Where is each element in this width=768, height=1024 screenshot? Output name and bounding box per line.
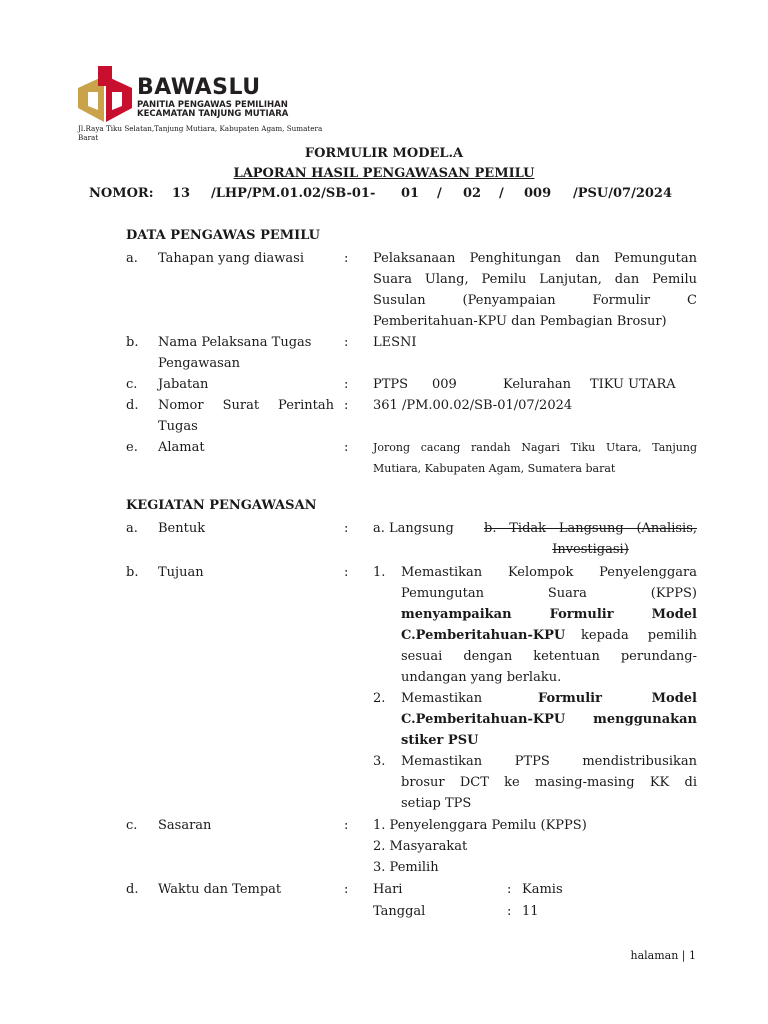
nomor-part: 02	[463, 186, 482, 201]
field-value-tahapan: Pelaksanaan Penghitungan dan Pemungutan Suara Ulang, Pemilu Lanjutan, dan Pemilu Susulan (Penyampaian Formulir C Pemberitahuan-KPU dan Pembagian Brosur)	[373, 251, 697, 329]
item-letter: a.	[126, 521, 138, 536]
colon: :	[344, 251, 349, 266]
sasaran-item: 1. Penyelenggara Pemilu (KPPS)	[373, 818, 587, 833]
colon: :	[344, 818, 349, 833]
tujuan-2-line: C.Pemberitahuan-KPU menggunakan	[401, 712, 697, 727]
nomor-part: /	[499, 186, 504, 201]
bentuk-option-tidak-langsung: b. Tidak Langsung (Analisis, Investigasi)	[484, 521, 697, 557]
nomor-part: 01	[401, 186, 420, 201]
item-letter: a.	[126, 251, 138, 266]
colon: :	[344, 521, 349, 536]
sasaran-item: 3. Pemilih	[373, 860, 439, 875]
brand-subtitle-2: KECAMATAN TANJUNG MUTIARA	[137, 109, 289, 119]
nomor-part: /PSU/07/2024	[573, 186, 673, 201]
form-title: FORMULIR MODEL.A	[304, 146, 464, 161]
field-value-nama: LESNI	[373, 335, 417, 350]
tujuan-3-line: brosur DCT ke masing-masing KK di	[401, 775, 697, 790]
field-value-jabatan: Kelurahan	[503, 377, 572, 392]
tujuan-1-line: undangan yang berlaku.	[401, 670, 562, 685]
field-label: Nama Pelaksana Tugas Pengawasan	[158, 335, 312, 371]
colon: :	[507, 904, 512, 919]
field-value-jabatan: TIKU UTARA	[590, 377, 676, 392]
list-number: 3.	[373, 754, 386, 769]
section-heading-data-pengawas: DATA PENGAWAS PEMILU	[126, 228, 321, 243]
brand-name: BAWASLU	[137, 75, 261, 100]
field-label: Waktu dan Tempat	[158, 882, 282, 897]
tujuan-2-line: stiker PSU	[401, 733, 479, 748]
sasaran-item: 2. Masyarakat	[373, 839, 468, 854]
nomor-part: 009	[524, 186, 552, 201]
field-label: Alamat	[158, 440, 205, 455]
item-letter: b.	[126, 565, 139, 580]
nomor-label: NOMOR:	[89, 186, 154, 201]
list-number: 2.	[373, 691, 386, 706]
colon: :	[344, 882, 349, 897]
tujuan-1-form-name: C.Pemberitahuan-KPU	[401, 628, 566, 643]
field-label: Jabatan	[158, 377, 209, 392]
bawaslu-emblem-icon	[76, 66, 134, 124]
tujuan-3-line: setiap TPS	[401, 796, 472, 811]
colon: :	[344, 398, 349, 413]
item-letter: e.	[126, 440, 138, 455]
tujuan-1-line: sesuai dengan ketentuan perundang-	[401, 649, 697, 664]
tanggal-label: Tanggal	[373, 904, 426, 919]
field-value-jabatan: PTPS	[373, 377, 409, 392]
field-label: Bentuk	[158, 521, 206, 536]
item-letter: b.	[126, 335, 139, 350]
nomor-part: /LHP/PM.01.02/SB-01-	[211, 186, 376, 201]
field-label: Tujuan	[158, 565, 204, 580]
tujuan-1-line: menyampaikan Formulir Model	[401, 607, 697, 622]
list-number: 1.	[373, 565, 386, 580]
colon: :	[344, 335, 349, 350]
tujuan-1-line: Memastikan Kelompok Penyelenggara	[401, 565, 697, 580]
tujuan-2-line: Memastikan	[401, 691, 483, 706]
hari-value: Kamis	[522, 882, 563, 897]
field-value-alamat: Jorong cacang randah Nagari Tiku Utara, Tanjung Mutiara, Kabupaten Agam, Sumatera barat	[373, 441, 697, 475]
tujuan-3-line: Memastikan PTPS mendistribusikan	[401, 754, 697, 769]
colon: :	[507, 882, 512, 897]
colon: :	[344, 377, 349, 392]
tujuan-1-line: Pemungutan Suara (KPPS)	[401, 586, 697, 601]
office-address: Jl.Raya Tiku Selatan,Tanjung Mutiara, Kabupaten Agam, Sumatera Barat	[78, 124, 323, 142]
colon: :	[344, 565, 349, 580]
brand-subtitle-1: PANITIA PENGAWAS PEMILIHAN	[137, 100, 288, 110]
colon: :	[344, 440, 349, 455]
report-title: LAPORAN HASIL PENGAWASAN PEMILU	[233, 166, 535, 181]
nomor-part: 13	[172, 186, 191, 201]
tujuan-2-line: Formulir Model	[538, 691, 697, 706]
tanggal-value: 11	[522, 904, 539, 919]
item-letter: c.	[126, 818, 138, 833]
bentuk-option-langsung: a. Langsung	[373, 521, 454, 536]
page-number: halaman | 1	[630, 949, 696, 962]
tujuan-1-line: kepada pemilih	[581, 628, 697, 643]
section-heading-kegiatan: KEGIATAN PENGAWASAN	[126, 498, 317, 513]
hari-label: Hari	[373, 882, 403, 897]
field-label: Nomor Surat Perintah Tugas	[158, 398, 334, 434]
item-letter: c.	[126, 377, 138, 392]
item-letter: d.	[126, 882, 139, 897]
field-value-surat-tugas: 361 /PM.00.02/SB-01/07/2024	[373, 398, 573, 413]
field-label: Tahapan yang diawasi	[158, 251, 304, 266]
nomor-part: /	[437, 186, 442, 201]
item-letter: d.	[126, 398, 139, 413]
field-label: Sasaran	[158, 818, 212, 833]
field-value-jabatan: 009	[432, 377, 457, 392]
